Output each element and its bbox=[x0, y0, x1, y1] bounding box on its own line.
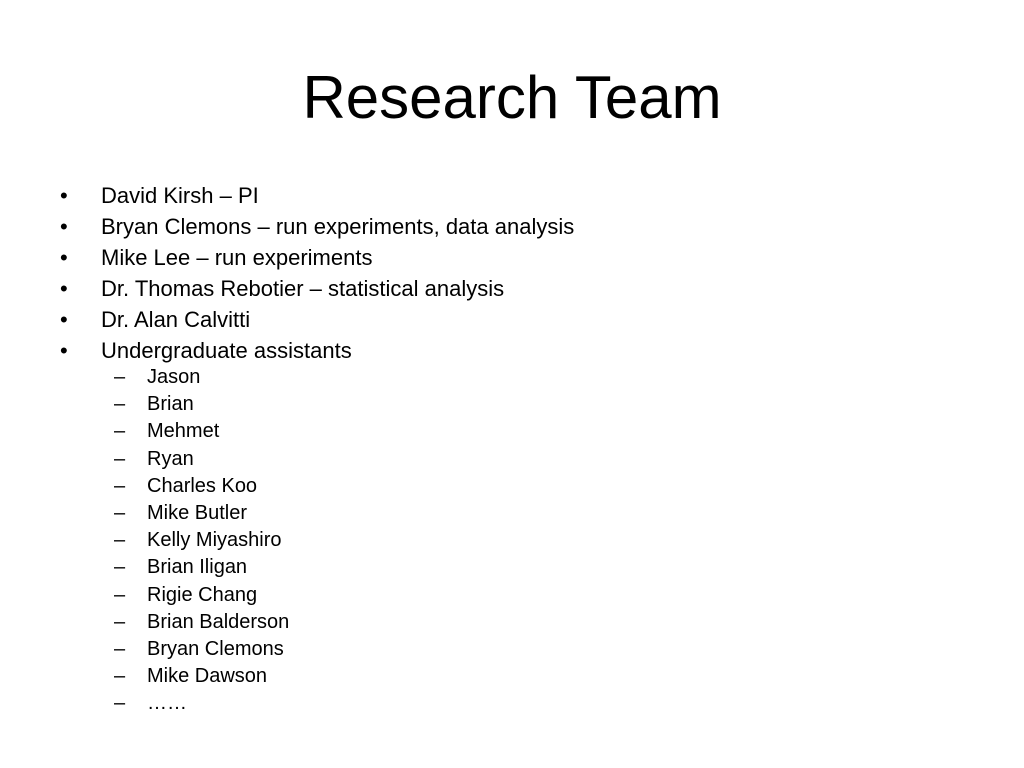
dash-icon: – bbox=[114, 393, 126, 416]
sub-bullet-item bbox=[114, 690, 289, 717]
sub-bullet-text: Charles Koo bbox=[147, 474, 258, 497]
dash-icon: – bbox=[114, 501, 126, 524]
sub-bullet-item bbox=[114, 500, 289, 527]
sub-bullet-item bbox=[114, 446, 289, 473]
sub-bullet-text: Ryan bbox=[147, 447, 194, 470]
sub-bullet-item bbox=[114, 582, 289, 609]
bullet-item bbox=[60, 211, 574, 242]
sub-bullet-item bbox=[114, 473, 289, 500]
sub-bullet-item bbox=[114, 391, 289, 418]
sub-bullet-text: Mike Butler bbox=[147, 501, 248, 524]
sub-bullet-item bbox=[114, 636, 289, 663]
sub-bullet-item bbox=[114, 527, 289, 554]
dash-icon: – bbox=[114, 447, 126, 470]
sub-bullet-item bbox=[114, 554, 289, 581]
bullet-item bbox=[60, 304, 574, 335]
sub-bullet-text: Brian Iligan bbox=[147, 556, 248, 579]
sub-bullet-item bbox=[114, 609, 289, 636]
bullet-text: Mike Lee – run experiments bbox=[101, 245, 373, 270]
bullet-text: David Kirsh – PI bbox=[101, 183, 259, 208]
bullet-item bbox=[60, 180, 574, 211]
sub-bullet-text: Bryan Clemons bbox=[147, 637, 284, 660]
bullet-icon: • bbox=[60, 214, 68, 239]
sub-bullet-text: Brian bbox=[147, 393, 194, 416]
bullet-icon: • bbox=[60, 338, 68, 363]
sub-bullet-text: Brian Balderson bbox=[147, 610, 290, 633]
dash-icon: – bbox=[114, 420, 126, 443]
sub-bullet-text: …… bbox=[147, 692, 187, 715]
sub-bullet-item bbox=[114, 418, 289, 445]
sub-bullet-text: Jason bbox=[147, 366, 201, 388]
sub-bullet-text: Mike Dawson bbox=[147, 665, 268, 688]
dash-icon: – bbox=[114, 610, 126, 633]
dash-icon: – bbox=[114, 366, 126, 388]
bullet-item bbox=[60, 242, 574, 273]
bullet-item bbox=[60, 273, 574, 304]
sub-bullet-item bbox=[114, 364, 289, 391]
bullet-text: Dr. Alan Calvitti bbox=[101, 307, 251, 332]
sub-bullet-text: Rigie Chang bbox=[147, 583, 258, 606]
dash-icon: – bbox=[114, 637, 126, 660]
sub-bullet-text: Mehmet bbox=[147, 420, 220, 443]
dash-icon: – bbox=[114, 474, 126, 497]
bullet-item bbox=[60, 335, 574, 366]
bullet-icon: • bbox=[60, 183, 68, 208]
bullet-icon: • bbox=[60, 276, 68, 301]
bullet-icon: • bbox=[60, 245, 68, 270]
dash-icon: – bbox=[114, 556, 126, 579]
dash-icon: – bbox=[114, 692, 126, 715]
bullet-text: Dr. Thomas Rebotier – statistical analysis bbox=[101, 276, 505, 301]
dash-icon: – bbox=[114, 529, 126, 552]
bullet-icon: • bbox=[60, 307, 68, 332]
sub-bullet-item bbox=[114, 663, 289, 690]
bullet-list bbox=[60, 180, 574, 366]
dash-icon: – bbox=[114, 665, 126, 688]
sub-bullet-list bbox=[114, 364, 289, 717]
bullet-text: Undergraduate assistants bbox=[101, 338, 352, 363]
slide-title: Research Team bbox=[302, 64, 722, 131]
dash-icon: – bbox=[114, 583, 126, 606]
sub-bullet-text: Kelly Miyashiro bbox=[147, 529, 282, 552]
bullet-text: Bryan Clemons – run experiments, data analysis bbox=[101, 214, 575, 239]
